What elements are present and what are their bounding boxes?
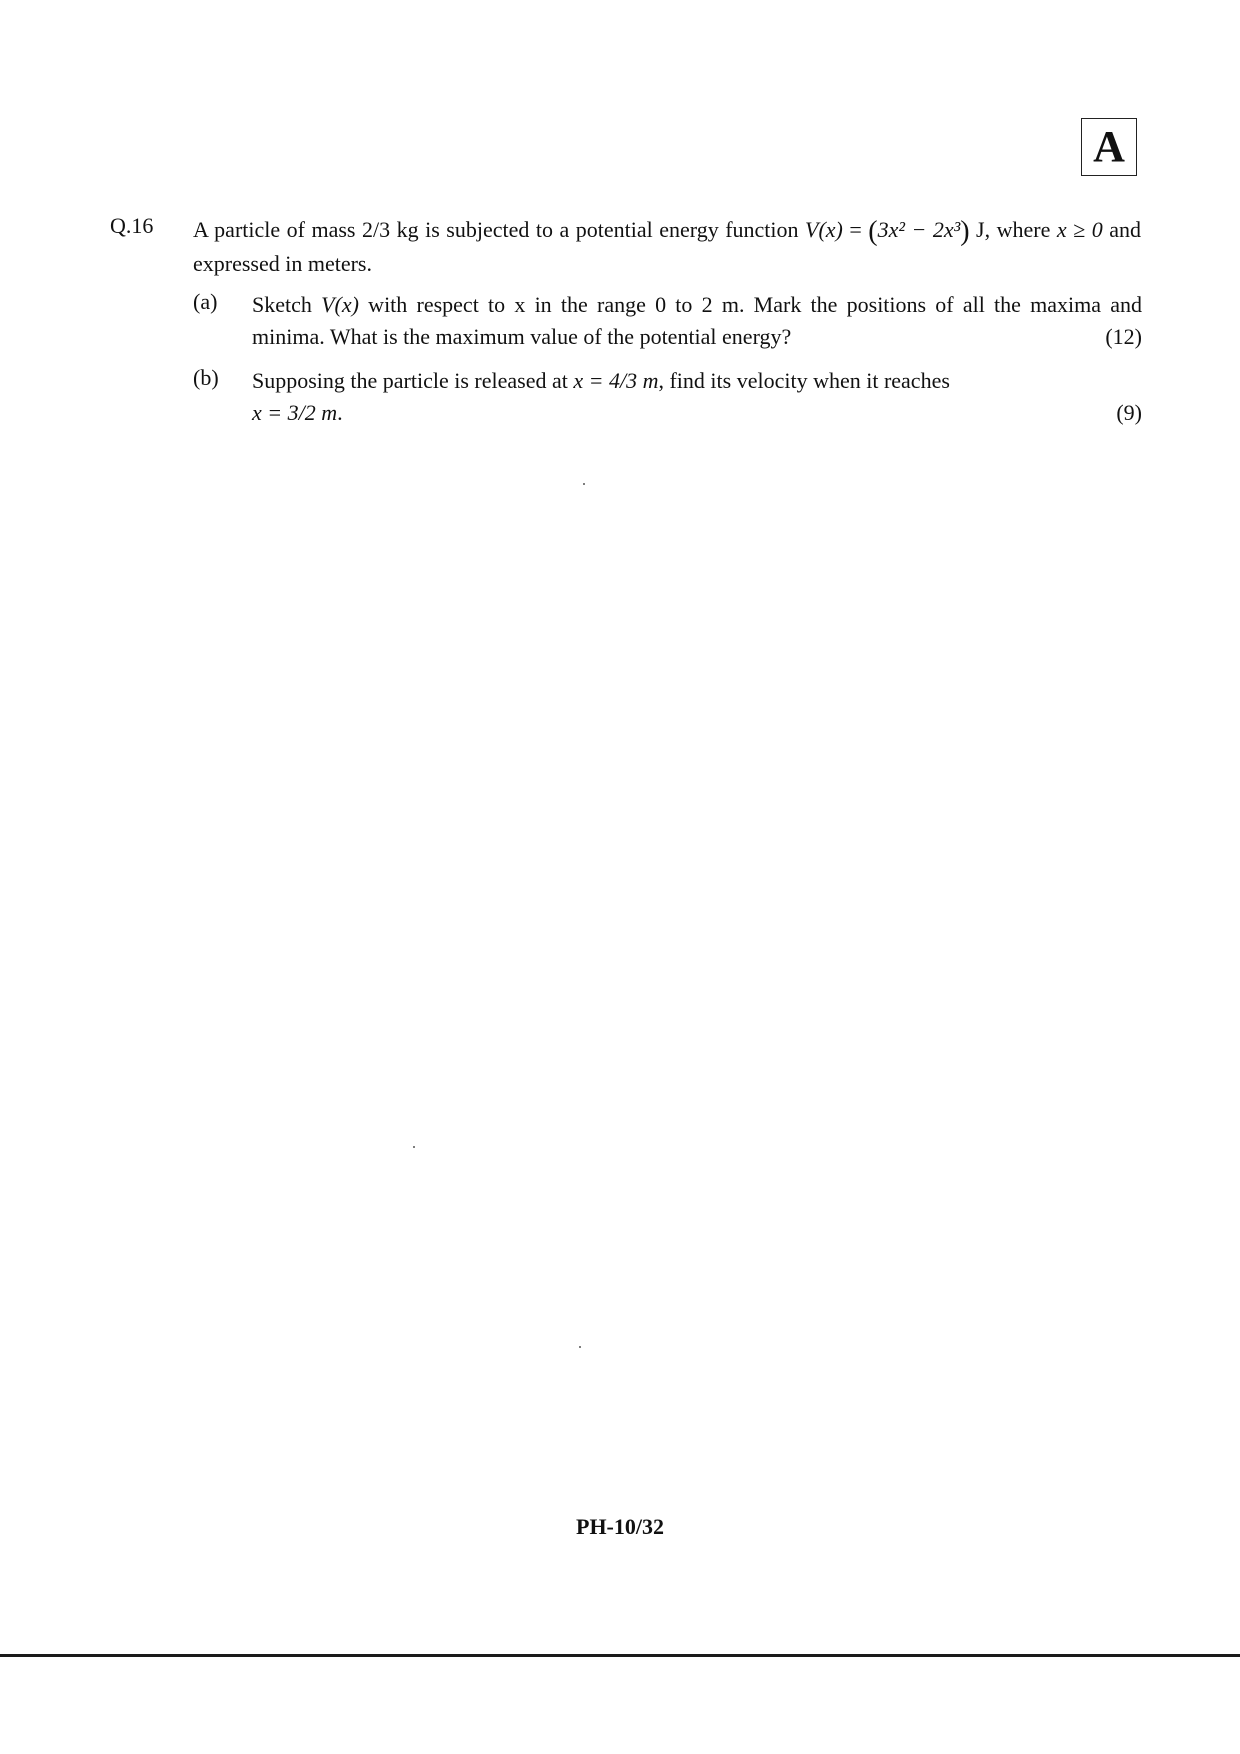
scan-speck	[579, 1346, 581, 1348]
question-number: Q.16	[110, 213, 154, 238]
part-b-text	[252, 365, 1142, 429]
part-a-var: V(x)	[321, 292, 359, 317]
part-a-marks: (12)	[1105, 324, 1142, 349]
part-b-marks: (9)	[1116, 400, 1142, 425]
part-b-label: (b)	[193, 365, 219, 390]
part-b-release-point: x = 4/3 m	[573, 368, 659, 393]
part-a-text	[252, 289, 1142, 353]
formula-rhs: 3x² − 2x³	[877, 217, 961, 242]
page-code: PH-10/32	[576, 1514, 664, 1539]
formula-unit: J,	[976, 217, 991, 242]
scan-speck	[583, 483, 585, 485]
bottom-rule	[0, 1654, 1240, 1657]
part-b-text-after: .	[337, 400, 343, 425]
part-b-target-point: x = 3/2 m	[252, 400, 338, 425]
stem-text-1: A particle of mass 2/3 kg is subjected to a potential energy function	[193, 217, 806, 242]
formula-close-paren: )	[960, 216, 970, 247]
part-a-label: (a)	[193, 289, 218, 314]
stem-text-3: and expressed in meters.	[193, 217, 1142, 276]
part-b-text-before: Supposing the particle is released at	[252, 368, 574, 393]
page-footer	[0, 1514, 1240, 1540]
domain-condition: x ≥ 0	[1056, 217, 1103, 242]
question-stem: A particle of mass 2/3 kg is subjected to a potential energy function V(x) = (3x² − 2x³) J, where x ≥ 0 and expressed in meters.	[193, 216, 1142, 276]
part-a-text-before: Sketch	[252, 292, 322, 317]
stem-text-2: where	[996, 217, 1057, 242]
scan-speck	[413, 1146, 415, 1148]
formula-lhs: V(x)	[805, 217, 843, 242]
part-b-text-middle: , find its velocity when it reaches	[658, 368, 950, 393]
set-code-letter: A	[1093, 122, 1125, 171]
part-a-text-after: with respect to x in the range 0 to 2 m. Mark the positions of all the maxima and minima. What is the maximum value of the potential energy?	[252, 292, 1142, 349]
set-code-box	[1081, 118, 1137, 176]
formula-open-paren: (	[868, 216, 878, 247]
